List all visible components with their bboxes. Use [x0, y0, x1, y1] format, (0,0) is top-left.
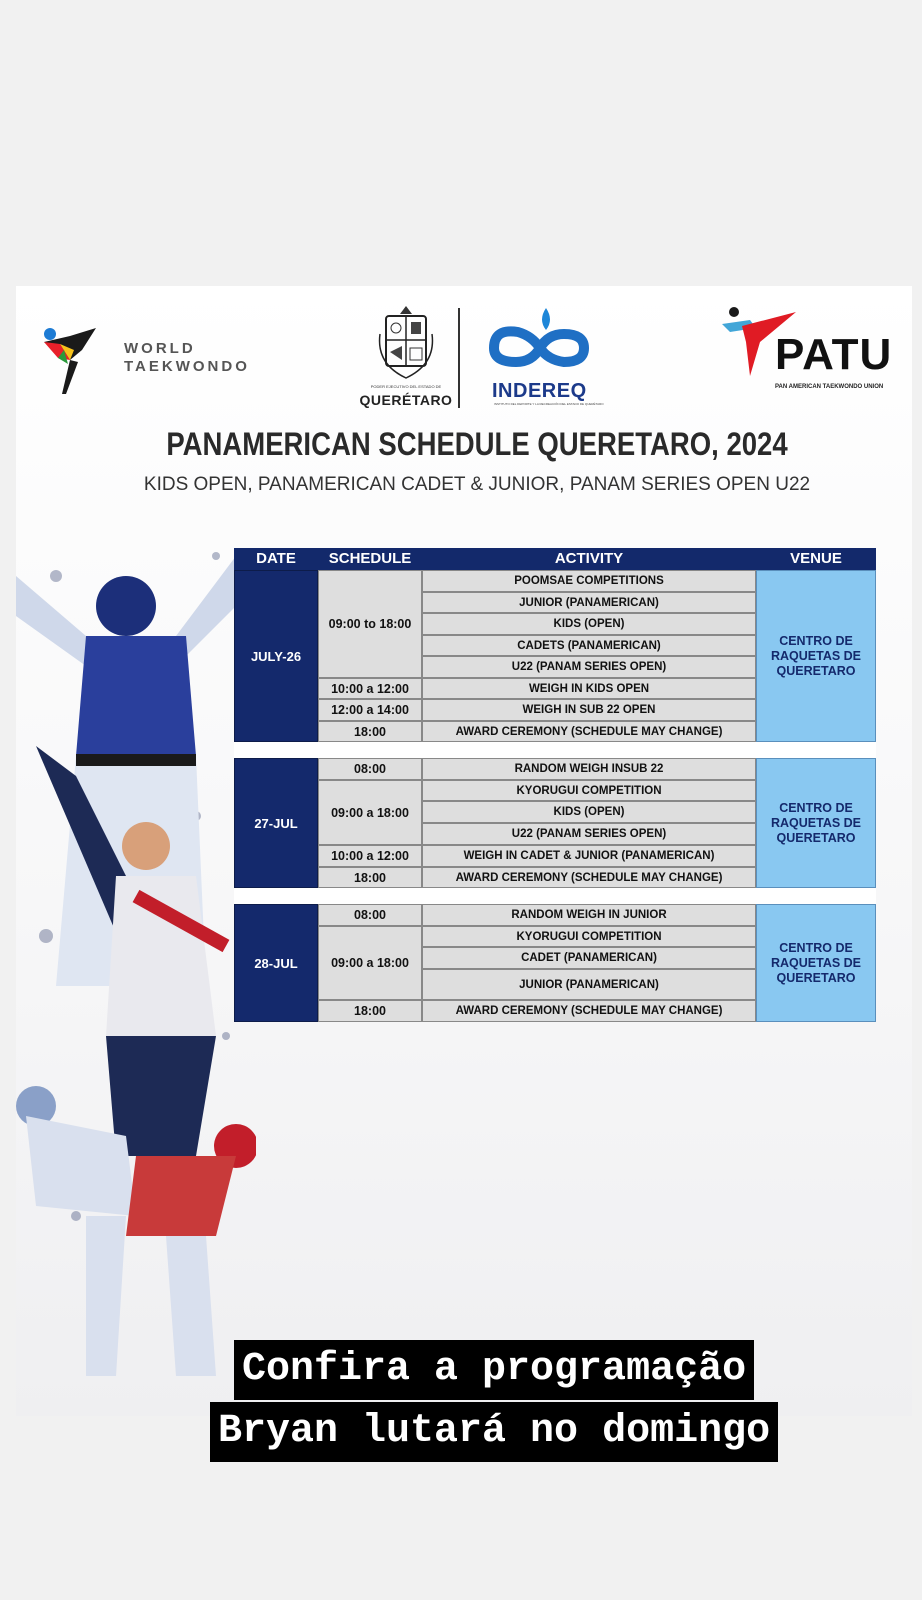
schedule-cell: 09:00 a 18:00: [318, 780, 422, 845]
caption-line-1: Confira a programação: [234, 1340, 754, 1400]
activity-cell: U22 (PANAM SERIES OPEN): [422, 823, 756, 845]
header-date: DATE: [234, 548, 318, 570]
caption-line-2: Bryan lutará no domingo: [210, 1402, 778, 1462]
patu-wordmark: PATU: [775, 330, 893, 379]
header-schedule: SCHEDULE: [318, 548, 422, 570]
activity-cell: CADET (PANAMERICAN): [422, 947, 756, 969]
logo-divider: [458, 308, 460, 408]
schedule-poster: [16, 286, 912, 1416]
header-activity: ACTIVITY: [422, 548, 756, 570]
page-subtitle: KIDS OPEN, PANAMERICAN CADET & JUNIOR, PANAM SERIES OPEN U22: [143, 474, 811, 495]
activity-cell: AWARD CEREMONY (SCHEDULE MAY CHANGE): [422, 867, 756, 888]
activity-cell: POOMSAE COMPETITIONS: [422, 570, 756, 592]
activity-cell: KYORUGUI COMPETITION: [422, 780, 756, 801]
schedule-cell: 10:00 a 12:00: [318, 678, 422, 699]
world-taekwondo-wordmark: WORLD TAEKWONDO: [124, 340, 250, 375]
venue-cell: CENTRO DE RAQUETAS DE QUERETARO: [756, 758, 876, 888]
schedule-cell: 09:00 to 18:00: [318, 570, 422, 678]
activity-cell: RANDOM WEIGH IN JUNIOR: [422, 904, 756, 926]
activity-cell: KIDS (OPEN): [422, 801, 756, 823]
date-cell: 27-JUL: [234, 758, 318, 888]
schedule-cell: 18:00: [318, 867, 422, 888]
page-title: PANAMERICAN SCHEDULE QUERETARO, 2024: [166, 426, 788, 462]
row-separator: [234, 742, 876, 758]
day-block-28-jul: [234, 904, 892, 1022]
queretaro-crest-icon: [376, 304, 436, 382]
schedule-cell: 10:00 a 12:00: [318, 845, 422, 867]
venue-cell: CENTRO DE RAQUETAS DE QUERETARO: [756, 904, 876, 1022]
activity-cell: KYORUGUI COMPETITION: [422, 926, 756, 947]
athletes-illustration: [16, 516, 256, 1376]
queretaro-logo: [356, 304, 456, 414]
venue-cell: CENTRO DE RAQUETAS DE QUERETARO: [756, 570, 876, 742]
day-block-27-jul: [234, 758, 892, 888]
patu-logo: [720, 302, 900, 402]
schedule-cell: 12:00 a 14:00: [318, 699, 422, 721]
taekwondo-figure-icon: [40, 320, 110, 400]
date-cell: 28-JUL: [234, 904, 318, 1022]
schedule-cell: 08:00: [318, 904, 422, 926]
day-block-july-26: [234, 570, 892, 742]
schedule-cell: 09:00 a 18:00: [318, 926, 422, 1000]
row-separator: [234, 888, 876, 904]
activity-cell: JUNIOR (PANAMERICAN): [422, 592, 756, 613]
activity-cell: WEIGH IN SUB 22 OPEN: [422, 699, 756, 721]
schedule-cell: 08:00: [318, 758, 422, 780]
indereq-logo: [484, 302, 604, 412]
activity-cell: AWARD CEREMONY (SCHEDULE MAY CHANGE): [422, 721, 756, 742]
queretaro-wordmark: QUERÉTARO: [359, 392, 453, 408]
schedule-cell: 18:00: [318, 721, 422, 742]
indereq-small-text: INSTITUTO DEL DEPORTE Y LA RECREACIÓN DEL ESTADO DE QUERÉTARO: [494, 402, 604, 406]
activity-cell: U22 (PANAM SERIES OPEN): [422, 656, 756, 678]
activity-cell: RANDOM WEIGH INSUB 22: [422, 758, 756, 780]
queretaro-small-text: PODER EJECUTIVO DEL ESTADO DE: [370, 384, 442, 389]
world-taekwondo-logo: [40, 320, 250, 400]
infinity-flame-icon: [484, 302, 594, 380]
patu-small-text: PAN AMERICAN TAEKWONDO UNION: [775, 384, 884, 390]
activity-cell: AWARD CEREMONY (SCHEDULE MAY CHANGE): [422, 1000, 756, 1022]
activity-cell: WEIGH IN CADET & JUNIOR (PANAMERICAN): [422, 845, 756, 867]
activity-cell: JUNIOR (PANAMERICAN): [422, 969, 756, 1000]
activity-cell: WEIGH IN KIDS OPEN: [422, 678, 756, 699]
date-cell: JULY-26: [234, 570, 318, 742]
header-venue: VENUE: [756, 548, 876, 570]
activity-cell: KIDS (OPEN): [422, 613, 756, 635]
indereq-wordmark: INDEREQ: [492, 380, 587, 402]
schedule-cell: 18:00: [318, 1000, 422, 1022]
activity-cell: CADETS (PANAMERICAN): [422, 635, 756, 656]
